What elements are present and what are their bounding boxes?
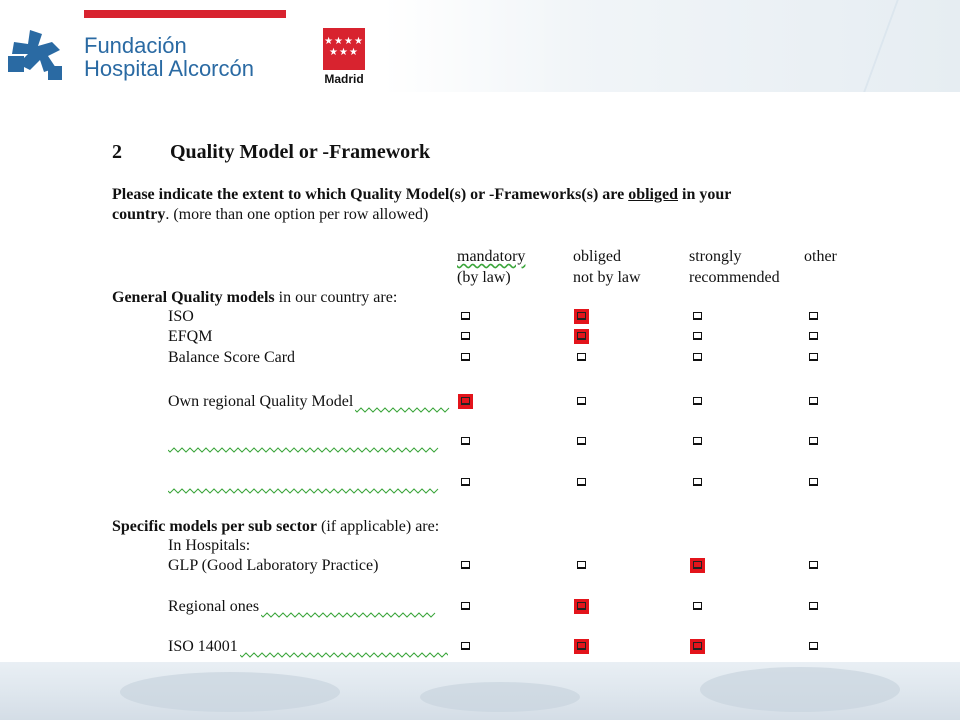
instructions-underlined: obliged — [628, 186, 678, 203]
group-heading-bold: General Quality models — [112, 289, 275, 306]
group-heading-bold: Specific models per sub sector — [112, 518, 318, 535]
row-label: ISO 14001 — [168, 638, 238, 655]
checkbox-mandatory[interactable] — [458, 475, 473, 490]
checkbox-recommended[interactable] — [690, 639, 705, 654]
column-header-strongly-recommended — [689, 246, 780, 288]
column-header-line1: other — [804, 248, 837, 265]
column-header-mandatory — [457, 246, 525, 288]
instructions-text-end: in your — [678, 186, 732, 203]
checkbox-mandatory[interactable] — [458, 329, 473, 344]
checkbox-obliged[interactable] — [574, 394, 589, 409]
spellcheck-squiggle — [261, 612, 437, 618]
checkbox-recommended[interactable] — [690, 599, 705, 614]
instructions-line1 — [112, 186, 731, 204]
subgroup-heading-hospitals: In Hospitals: — [168, 537, 251, 554]
checkbox-obliged[interactable] — [574, 558, 589, 573]
checkbox-recommended[interactable] — [690, 558, 705, 573]
row-label: Own regional Quality Model — [168, 393, 354, 410]
checkbox-mandatory[interactable] — [458, 558, 473, 573]
row-label: ISO — [168, 308, 194, 325]
checkbox-mandatory[interactable] — [458, 639, 473, 654]
checkbox-recommended[interactable] — [690, 394, 705, 409]
instructions-country: country — [112, 206, 166, 223]
checkbox-other[interactable] — [806, 558, 821, 573]
checkbox-mandatory[interactable] — [458, 394, 473, 409]
column-header-line1: strongly — [689, 248, 742, 265]
instructions-text: Please indicate the extent to which Quality Model(s) or -Frameworks(s) are — [112, 186, 629, 203]
checkbox-obliged[interactable] — [574, 309, 589, 324]
column-header-line1: obliged — [573, 248, 621, 265]
row-label: GLP (Good Laboratory Practice) — [168, 557, 379, 574]
section-number: 2 — [112, 141, 122, 163]
group-heading-rest: (if applicable) are: — [317, 518, 440, 535]
checkbox-other[interactable] — [806, 329, 821, 344]
row-label: Regional ones — [168, 598, 260, 615]
spellcheck-squiggle — [355, 407, 450, 413]
checkbox-other[interactable] — [806, 434, 821, 449]
checkbox-other[interactable] — [806, 350, 821, 365]
checkbox-mandatory[interactable] — [458, 434, 473, 449]
spellcheck-squiggle — [240, 652, 448, 658]
column-header-line2: (by law) — [457, 269, 511, 286]
checkbox-other[interactable] — [806, 394, 821, 409]
checkbox-obliged[interactable] — [574, 639, 589, 654]
instructions-note: . (more than one option per row allowed) — [165, 206, 429, 223]
checkbox-obliged[interactable] — [574, 350, 589, 365]
checkbox-obliged[interactable] — [574, 329, 589, 344]
instructions-line2 — [112, 206, 428, 224]
checkbox-obliged[interactable] — [574, 434, 589, 449]
checkbox-recommended[interactable] — [690, 350, 705, 365]
group-heading-general — [112, 289, 397, 307]
org-name-line1: Fundación — [84, 33, 187, 58]
madrid-label: Madrid — [324, 72, 364, 86]
spellcheck-squiggle — [168, 447, 440, 453]
checkbox-obliged[interactable] — [574, 475, 589, 490]
checkbox-other[interactable] — [806, 599, 821, 614]
checkbox-other[interactable] — [806, 639, 821, 654]
checkbox-mandatory[interactable] — [458, 309, 473, 324]
column-header-line2: not by law — [573, 269, 641, 286]
group-heading-rest: in our country are: — [274, 289, 398, 306]
column-header-obliged — [573, 246, 641, 288]
org-name-line2: Hospital Alcorcón — [84, 56, 254, 81]
spellcheck-squiggle — [168, 488, 440, 494]
checkbox-mandatory[interactable] — [458, 599, 473, 614]
section-title: Quality Model or -Framework — [170, 141, 431, 163]
checkbox-recommended[interactable] — [690, 434, 705, 449]
row-label: EFQM — [168, 328, 213, 345]
madrid-flag-stars-icon: ★★★★ ★★★ — [323, 28, 365, 70]
checkbox-other[interactable] — [806, 309, 821, 324]
column-header-other — [804, 246, 837, 267]
checkbox-other[interactable] — [806, 475, 821, 490]
checkbox-recommended[interactable] — [690, 309, 705, 324]
row-label: Balance Score Card — [168, 349, 296, 366]
group-heading-specific — [112, 518, 439, 536]
checkbox-obliged[interactable] — [574, 599, 589, 614]
checkbox-recommended[interactable] — [690, 475, 705, 490]
column-header-line2: recommended — [689, 269, 780, 286]
checkbox-mandatory[interactable] — [458, 350, 473, 365]
column-header-line1: mandatory — [457, 248, 526, 265]
checkbox-recommended[interactable] — [690, 329, 705, 344]
